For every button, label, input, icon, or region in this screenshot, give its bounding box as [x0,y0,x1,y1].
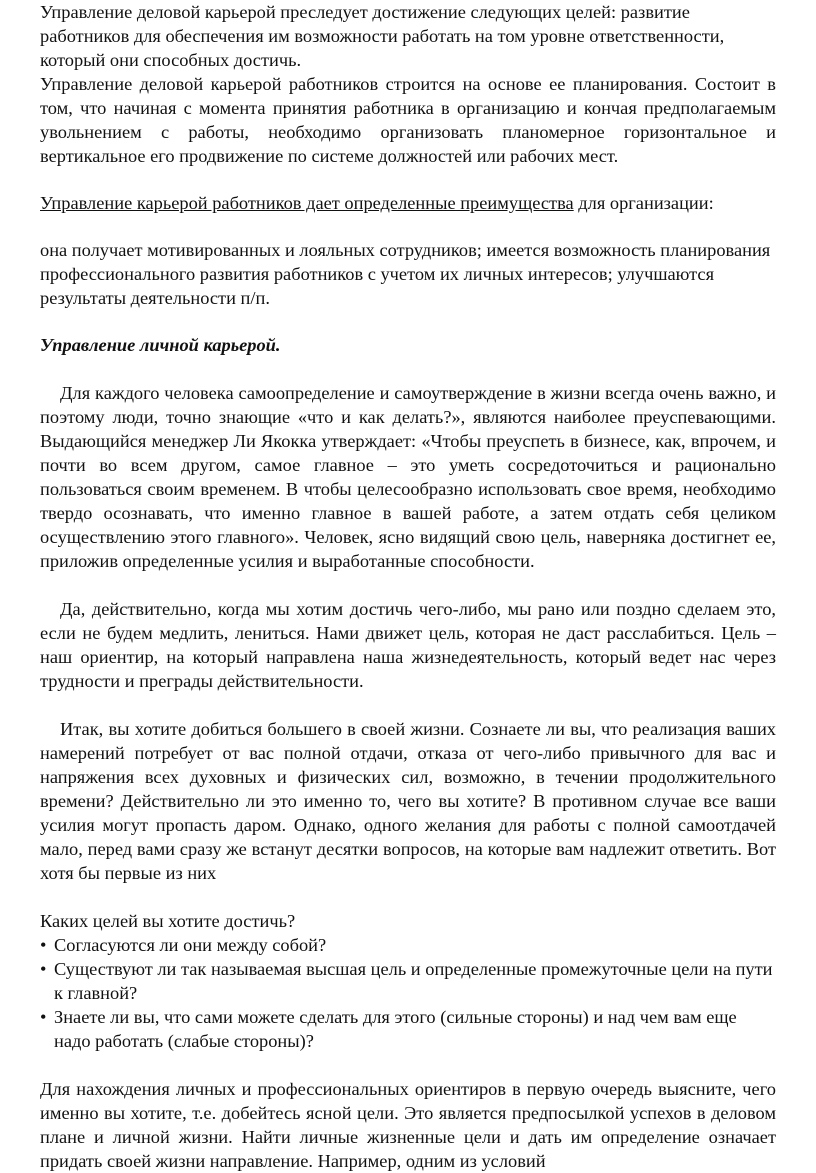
orientation-paragraph: Для нахождения личных и профессиональных ориентиров в первую очередь выясните, чего именно вы хотите, т.е. добейтесь ясной цели. Это является предпосылкой успехов в деловом плане и личной жизни. Найти личные жизненные цели и дать им определение означает придать своей жизни направление. Например, одним из условий [40,1079,776,1171]
goal-paragraph: Да, действительно, когда мы хотим достичь чего-либо, мы рано или поздно сделаем это, если не будем медлить, лениться. Нами движет цель, которая не даст расслабиться. Цель – наш ориентир, на который направлена наша жизнедеятельность, который ведет нас через трудности и преграды действительности. [40,599,776,691]
advantages-rest-text: для организации: [573,193,714,213]
bullet-icon: • [40,935,47,955]
list-item-text: Существуют ли так называемая высшая цель и определенные промежуточные цели на пути к главной? [54,959,773,1003]
bullet-icon: • [40,959,47,979]
questions-intro-paragraph: Итак, вы хотите добиться большего в своей жизни. Сознаете ли вы, что реализация ваших намерений потребует от вас полной отдачи, отказа от чего-либо привычного для вас и напряжения всех духовных и физических сил, возможно, в течении продолжительного времени? Действительно ли это именно то, чего вы хотите? В противном случае все ваши усилия могут пропасть даром. Однако, одного желания для работы с полной самоотдачей мало, перед вами сразу же встанут десятки вопросов, на которые вам надлежит ответить. Вот хотя бы первые из них [40,719,776,883]
advantages-body-paragraph: она получает мотивированных и лояльных сотрудников; имеется возможность планирования профессионального развития работников с учетом их личных интересов; улучшаются результаты деятельности п/п. [40,240,771,308]
list-item [40,933,776,957]
advantages-underlined-text: Управление карьерой работников дает определенные преимущества [40,193,574,213]
section-heading: Управление личной карьерой. [40,335,281,355]
list-item-text: Знаете ли вы, что сами можете сделать для этого (сильные стороны) и над чем вам еще надо работать (слабые стороны)? [54,1007,737,1051]
advantages-paragraph [40,191,776,215]
intro-planning-paragraph: Управление деловой карьерой работников строится на основе ее планирования. Состоит в том, что начиная с момента принятия работника в организацию и кончая предполагаемым увольнением с работы, необходимо организовать планомерное горизонтальное и вертикальное его продвижение по системе должностей или рабочих мест. [40,74,776,166]
question-lead: Каких целей вы хотите достичь? [40,911,296,931]
document-page [40,0,776,1173]
list-item [40,1005,776,1053]
list-item-text: Согласуются ли они между собой? [54,935,327,955]
questions-list [40,933,776,1053]
self-determination-paragraph: Для каждого человека самоопределение и самоутверждение в жизни всегда очень важно, и поэтому люди, точно знающие «что и как делать?», являются наиболее преуспевающими. Выдающийся менеджер Ли Якокка утверждает: «Чтобы преуспеть в бизнесе, как, впрочем, и почти во всем другом, самое главное – это уметь сосредоточиться и рационально пользоваться своим временем. В чтобы целесообразно использовать свое время, необходимо твердо осознавать, что именно главное в вашей работе, а затем отдать себя целиком осуществлению этого главного». Человек, ясно видящий свою цель, наверняка достигнет ее, приложив определенные усилия и выработанные способности. [40,383,776,571]
intro-goals-paragraph: Управление деловой карьерой преследует достижение следующих целей: развитие работников для обеспечения им возможности работать на том уровне ответственности, который они способных достичь. [40,2,725,70]
list-item [40,957,776,1005]
bullet-icon: • [40,1007,47,1027]
